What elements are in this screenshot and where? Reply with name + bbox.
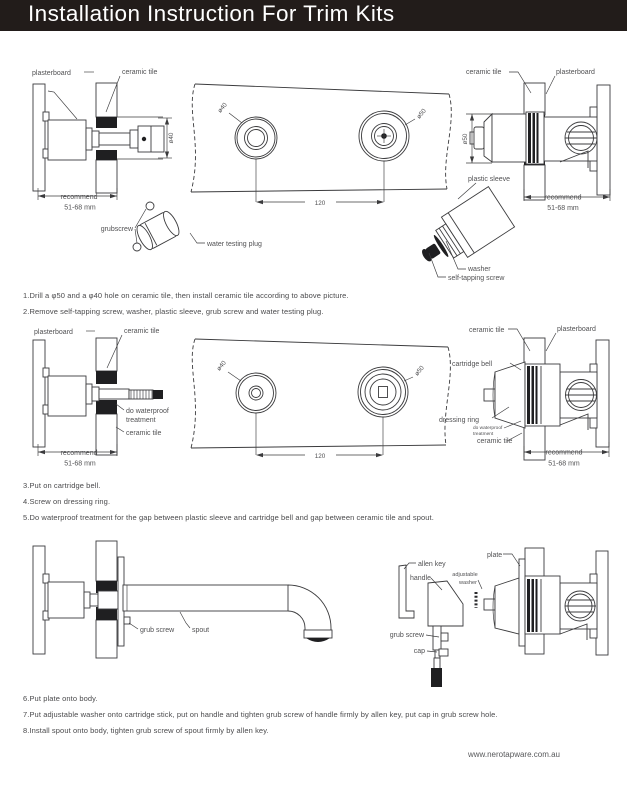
row2-left-wall-section (33, 328, 169, 468)
dim-range: 51-68 mm (64, 460, 96, 468)
label-grubscrew: grubscrew (100, 226, 133, 233)
dim-dia40: ø40 (216, 101, 229, 115)
label-treatment: treatment (126, 417, 156, 424)
dim-dia40: ø40 (215, 359, 228, 373)
label-ceramic-tile: ceramic tile (466, 69, 502, 76)
page-title: Installation Instruction For Trim Kits (28, 1, 395, 26)
row3-handle-parts (390, 561, 482, 687)
dim-dia50: ø50 (415, 107, 428, 121)
label-water-testing-plug: water testing plug (207, 241, 262, 248)
step-4: 4.Screw on dressing ring. (23, 497, 111, 506)
label-allen-key: allen key (418, 561, 446, 568)
label-do-waterproof-small: do waterproof (473, 426, 503, 431)
dim-recommend: recommend (544, 194, 582, 202)
dim-dia40-side: ø40 (168, 132, 175, 144)
dim-dia50: ø50 (413, 364, 426, 378)
step-1: 1.Drill a φ50 and a φ40 hole on ceramic tile, then install ceramic tile according to above picture. (23, 291, 349, 300)
label-cap: cap (413, 648, 425, 655)
label-plate: plate (487, 552, 503, 559)
step-7: 7.Put adjustable washer onto cartridge stick, put on handle and tighten grub screw of handle firmly by allen key, put cap in grub screw hole. (23, 710, 498, 719)
label-spout: spout (192, 627, 210, 634)
label-plastic-sleeve: plastic sleeve (468, 176, 511, 183)
dim-range: 51-68 mm (547, 205, 579, 212)
step-5: 5.Do waterproof treatment for the gap between plastic sleeve and cartridge bell and gap between ceramic tile and spout. (23, 513, 434, 522)
label-ceramic-tile: ceramic tile (469, 327, 505, 334)
label-plasterboard: plasterboard (557, 326, 596, 333)
dim-dia50-side: ø50 (462, 133, 469, 145)
dim-120: 120 (314, 452, 326, 460)
dim-recommend: recommend (545, 449, 583, 457)
label-ceramic-tile: ceramic tile (124, 328, 160, 335)
label-adjustable: adjustable (452, 572, 478, 578)
label-grub-screw-2: grub screw (389, 632, 424, 639)
label-do-waterproof: do waterproof (126, 408, 169, 415)
label-dressing-ring: dressing ring (439, 417, 480, 424)
title-bar (0, 0, 627, 31)
label-ceramic-tile: ceramic tile (477, 438, 513, 445)
label-adjustable-washer: washer (458, 580, 478, 586)
label-plasterboard: plasterboard (556, 69, 595, 76)
row2-right-wall-section (439, 326, 609, 468)
dim-120: 120 (314, 199, 326, 207)
label-washer: washer (468, 266, 491, 273)
website-url: www.nerotapware.com.au (467, 750, 560, 759)
step-2: 2.Remove self-tapping screw, washer, plastic sleeve, grub screw and water testing plug. (23, 307, 324, 316)
label-ceramic-tile: ceramic tile (122, 69, 158, 76)
label-self-tapping-screw: self-tapping screw (448, 275, 505, 282)
row2-tile-face-view (191, 339, 450, 460)
dim-range: 51-68 mm (64, 204, 96, 212)
label-grub-screw: grub screw (140, 627, 175, 634)
row1-left-wall-section (32, 69, 175, 212)
label-ceramic-tile: ceramic tile (126, 430, 162, 437)
diagram-step-3-5 (0, 322, 627, 475)
step-8: 8.Install spout onto body, tighten grub screw of spout firmly by allen key. (23, 726, 269, 735)
diagram-step-1-2 (0, 60, 627, 290)
label-plasterboard: plasterboard (32, 70, 71, 77)
dim-recommend: recommend (60, 450, 98, 457)
label-cartridge-bell: cartridge bell (452, 361, 493, 368)
step-6: 6.Put plate onto body. (23, 694, 98, 703)
row3-spout-installed (33, 541, 332, 658)
dim-recommend: recommend (60, 194, 98, 201)
diagram-step-6-8 (0, 538, 627, 690)
label-plasterboard: plasterboard (34, 329, 73, 336)
step-3: 3.Put on cartridge bell. (23, 481, 101, 490)
row1-tile-face-view (191, 84, 451, 207)
label-handle: handle (410, 575, 432, 582)
row3-plate-installed (484, 548, 608, 655)
label-treatment-small: treatment (473, 432, 494, 437)
row1-plug-parts (101, 202, 262, 252)
dim-range: 51-68 mm (548, 460, 580, 468)
row1-right-wall-section (411, 69, 610, 282)
